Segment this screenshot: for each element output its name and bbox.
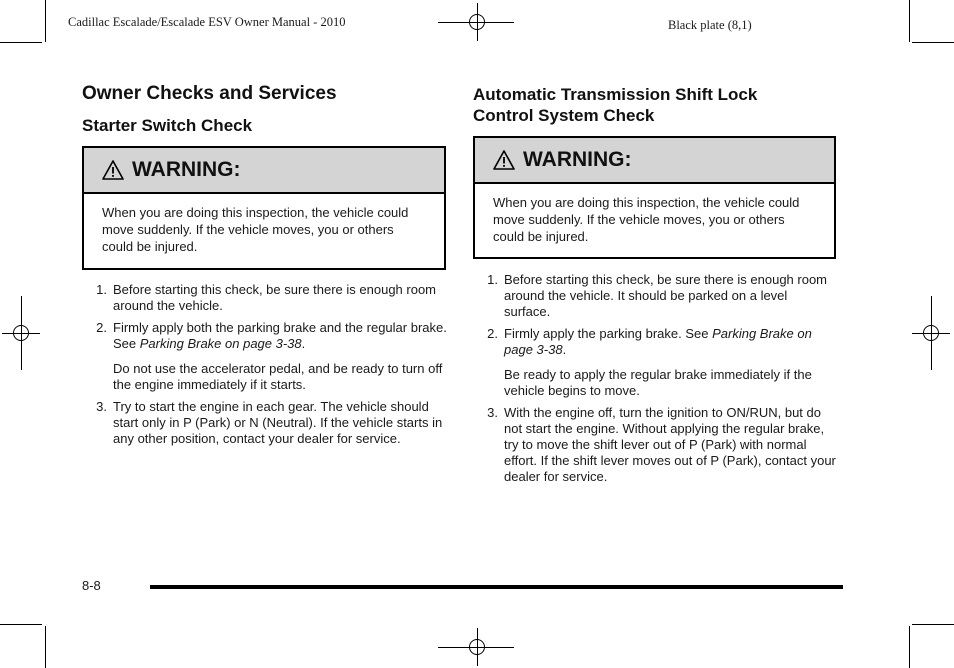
warning-header bbox=[84, 148, 444, 194]
step-text-part: Firmly apply both the parking brake and the regular brake. See bbox=[113, 320, 447, 351]
warning-box bbox=[82, 146, 446, 270]
list-item bbox=[482, 326, 837, 399]
crop-mark bbox=[0, 624, 42, 625]
step-text bbox=[504, 326, 837, 358]
crop-mark bbox=[909, 626, 910, 668]
warning-header bbox=[475, 138, 834, 184]
step-number: 3. bbox=[96, 399, 107, 414]
warning-text: When you are doing this inspection, the vehicle could move suddenly. If the vehicle moves, you or others could be injured. bbox=[493, 195, 800, 244]
registration-line bbox=[931, 296, 932, 370]
step-text bbox=[113, 320, 449, 352]
step-text-part: . bbox=[301, 336, 306, 351]
list-item bbox=[482, 405, 837, 485]
step-number: 2. bbox=[487, 326, 498, 341]
step-text-part: . bbox=[562, 342, 567, 357]
warning-box bbox=[473, 136, 836, 259]
warning-triangle-icon bbox=[102, 160, 124, 180]
page-number: 8-8 bbox=[82, 578, 101, 593]
subsection-title bbox=[473, 84, 757, 126]
step-text: Try to start the engine in each gear. The vehicle should start only in P (Park) or N (Neutral). If the vehicle starts in any other position, contact your dealer for service. bbox=[113, 399, 443, 446]
step-note: Do not use the accelerator pedal, and be ready to turn off the engine immediately if it starts. bbox=[113, 361, 443, 392]
step-number: 1. bbox=[96, 282, 107, 297]
step-text: Before starting this check, be sure there is enough room around the vehicle. It should be parked on a level surface. bbox=[504, 272, 828, 319]
warning-text: When you are doing this inspection, the vehicle could move suddenly. If the vehicle moves, you or others could be injured. bbox=[102, 205, 409, 254]
subsection-title-line: Control System Check bbox=[473, 106, 655, 125]
list-item bbox=[91, 399, 449, 447]
step-note: Be ready to apply the regular brake immediately if the vehicle begins to move. bbox=[504, 367, 812, 398]
list-item bbox=[482, 272, 837, 320]
manual-title: Cadillac Escalade/Escalade ESV Owner Manual - 2010 bbox=[68, 15, 346, 29]
section-title: Owner Checks and Services bbox=[82, 83, 337, 104]
steps-list bbox=[91, 282, 449, 453]
step-text: With the engine off, turn the ignition to ON/RUN, but do not start the engine. Without applying the regular brake, try to move the shift lever out of P (Park) with normal effort. If the shift lever moves out of P (Park), contact your dealer for service. bbox=[504, 405, 836, 484]
step-number: 1. bbox=[487, 272, 498, 287]
step-text: Before starting this check, be sure there is enough room around the vehicle. bbox=[113, 282, 437, 313]
crop-mark bbox=[909, 0, 910, 42]
footer-rule bbox=[150, 585, 843, 589]
warning-label: WARNING: bbox=[132, 158, 241, 181]
cross-reference-link[interactable]: Parking Brake on page 3-38 bbox=[139, 336, 302, 351]
step-number: 3. bbox=[487, 405, 498, 420]
list-item bbox=[91, 282, 449, 314]
crop-mark bbox=[912, 624, 954, 625]
steps-list bbox=[482, 272, 837, 491]
crop-mark bbox=[0, 42, 42, 43]
cross-reference-link[interactable]: Parking Brake on page 3-38 bbox=[504, 326, 812, 357]
plate-label: Black plate (8,1) bbox=[668, 18, 752, 32]
crop-mark bbox=[912, 42, 954, 43]
crop-mark bbox=[45, 626, 46, 668]
warning-triangle-icon bbox=[493, 150, 515, 170]
step-number: 2. bbox=[96, 320, 107, 335]
warning-label: WARNING: bbox=[523, 148, 632, 171]
subsection-title-line: Automatic Transmission Shift Lock bbox=[473, 85, 758, 104]
registration-line bbox=[438, 22, 514, 23]
registration-line bbox=[21, 296, 22, 370]
step-text-part: Firmly apply the parking brake. See bbox=[504, 326, 713, 341]
registration-line bbox=[438, 647, 514, 648]
crop-mark bbox=[45, 0, 46, 42]
subsection-title: Starter Switch Check bbox=[82, 116, 253, 135]
list-item bbox=[91, 320, 449, 393]
